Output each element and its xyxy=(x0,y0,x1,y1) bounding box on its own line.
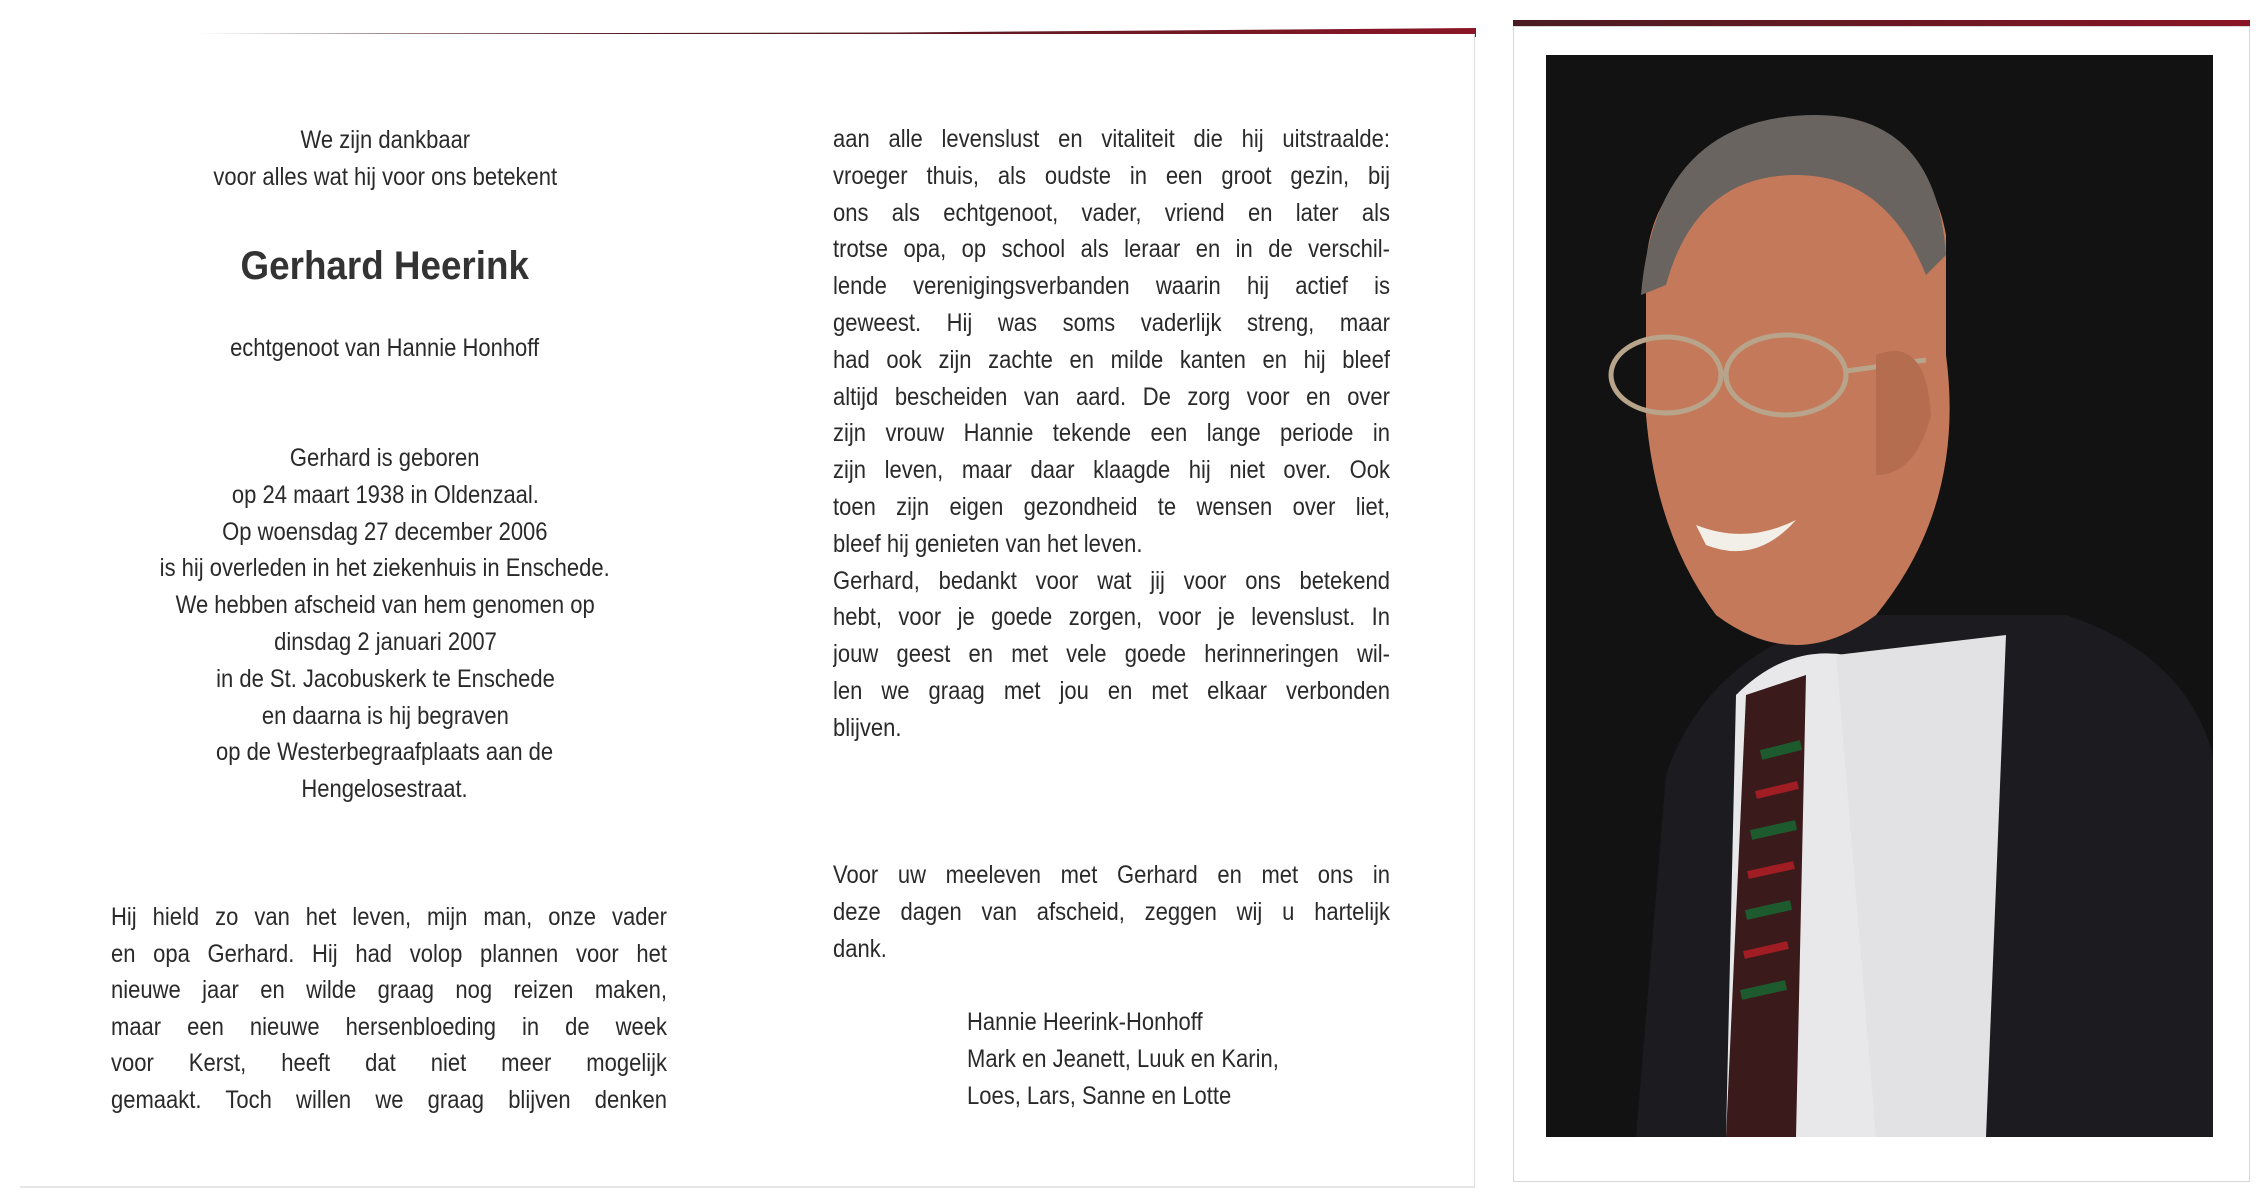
biography-line xyxy=(20,624,750,661)
right-paragraph-line-text: blijven. xyxy=(833,713,902,742)
right-paragraph-line xyxy=(833,673,1390,710)
right-paragraph-line xyxy=(833,231,1390,268)
right-paragraph-line xyxy=(833,268,1390,305)
biography-line-text: in de St. Jacobuskerk te Enschede xyxy=(215,664,555,693)
right-paragraph-line xyxy=(833,526,1390,563)
right-paragraph-line xyxy=(833,305,1390,342)
left-paragraph-line xyxy=(111,1045,667,1082)
left-paragraph-line-text: maar een nieuwe hersenbloeding in de week xyxy=(111,1012,667,1041)
left-paragraph-line xyxy=(111,1082,667,1119)
right-paragraph-line-text: altijd bescheiden van aard. De zorg voor en over xyxy=(833,382,1390,411)
right-paragraph-line xyxy=(833,452,1390,489)
thanks-line-text: deze dagen van afscheid, zeggen wij u hartelijk xyxy=(833,898,1390,926)
right-paragraph-line xyxy=(833,599,1390,636)
right-paragraph-line xyxy=(833,342,1390,379)
right-paragraph-line xyxy=(833,158,1390,195)
biography-line xyxy=(20,477,750,514)
left-paragraph-line xyxy=(111,936,667,973)
right-paragraph-line-text: geweest. Hij was soms vaderlijk streng, maar xyxy=(833,309,1390,337)
biography-line xyxy=(20,550,750,587)
left-paragraph-line-text: voor Kerst, heeft dat niet meer mogelijk xyxy=(111,1049,667,1078)
biography-line-text: We hebben afscheid van hem genomen op xyxy=(175,591,595,620)
signature-line-text: Hannie Heerink-Honhoff xyxy=(967,1008,1203,1036)
signature-line-text: Loes, Lars, Sanne en Lotte xyxy=(967,1082,1232,1110)
right-paragraph-line xyxy=(833,563,1390,600)
right-paragraph-line xyxy=(833,710,1390,747)
left-paragraph-line xyxy=(111,1009,667,1046)
right-paragraph-line xyxy=(833,121,1390,158)
portrait-photo xyxy=(1546,55,2213,1137)
right-paragraph-line-text: hebt, voor je goede zorgen, voor je levenslust. In xyxy=(833,603,1390,632)
right-paragraph-line-text: bleef hij genieten van het leven. xyxy=(833,529,1143,558)
biography-line-text: op 24 maart 1938 in Oldenzaal. xyxy=(231,480,539,509)
right-paragraph-line-text: lende verenigingsverbanden waarin hij actief is xyxy=(833,272,1390,301)
biography-line-text: is hij overleden in het ziekenhuis in Enschede. xyxy=(159,554,611,583)
thanks-line xyxy=(833,857,1390,894)
right-paragraph-line-text: toen zijn eigen gezondheid te wensen over liet, xyxy=(833,493,1390,521)
thanks-line-text: Voor uw meeleven met Gerhard en met ons in xyxy=(833,861,1390,889)
biography-line-text: dinsdag 2 januari 2007 xyxy=(273,628,497,656)
signature-line-text: Mark en Jeanett, Luuk en Karin, xyxy=(967,1045,1279,1073)
right-paragraph-line-text: zijn leven, maar daar klaagde hij niet over. Ook xyxy=(833,456,1390,485)
right-paragraph-line xyxy=(833,379,1390,416)
left-paragraph-line xyxy=(111,972,667,1009)
left-paragraph-line-text: Hij hield zo van het leven, mijn man, onze vader xyxy=(111,903,667,931)
biography-line xyxy=(20,734,750,771)
spouse-line xyxy=(20,330,750,367)
biography-line xyxy=(20,771,750,808)
spouse-line-text: echtgenoot van Hannie Honhoff xyxy=(230,334,540,362)
left-paragraph-line xyxy=(111,899,667,936)
biography-line-text: en daarna is hij begraven xyxy=(261,701,509,730)
signature-line xyxy=(967,1041,1367,1078)
biography-line xyxy=(20,661,750,698)
intro-line xyxy=(20,159,750,196)
right-paragraph-line xyxy=(833,415,1390,452)
right-paragraph-line-text: len we graag met jou en met elkaar verbonden xyxy=(833,677,1390,705)
left-paragraph-line-text: gemaakt. Toch willen we graag blijven denken xyxy=(111,1086,667,1114)
right-paragraph-line-text: ons als echtgenoot, vader, vriend en later als xyxy=(833,198,1390,227)
right-paragraph-line xyxy=(833,489,1390,526)
thanks-line-text: dank. xyxy=(833,935,887,963)
thanks-line xyxy=(833,931,1390,968)
right-paragraph-line-text: vroeger thuis, als oudste in een groot gezin, bij xyxy=(833,161,1390,190)
right-paragraph-line-text: Gerhard, bedankt voor wat jij voor ons betekend xyxy=(833,566,1390,595)
deceased-name xyxy=(20,241,750,291)
biography-line xyxy=(20,698,750,735)
right-paragraph-line-text: jouw geest en met vele goede herinneringen wil- xyxy=(833,640,1390,669)
biography-line-text: Op woensdag 27 december 2006 xyxy=(222,517,548,546)
left-paragraph-line-text: en opa Gerhard. Hij had volop plannen voor het xyxy=(111,939,667,968)
biography-line-text: op de Westerbegraafplaats aan de xyxy=(216,738,554,767)
biography-line-text: Hengelosestraat. xyxy=(301,775,469,804)
deceased-name-text: Gerhard Heerink xyxy=(240,244,530,288)
intro-line xyxy=(20,122,750,159)
right-paragraph-line xyxy=(833,636,1390,673)
intro-line-text: voor alles wat hij voor ons betekent xyxy=(213,163,557,191)
biography-line xyxy=(20,514,750,551)
right-paragraph-line-text: zijn vrouw Hannie tekende een lange periode in xyxy=(833,419,1390,448)
right-paragraph-line-text: aan alle levenslust en vitaliteit die hij uitstraalde: xyxy=(833,125,1390,153)
signature-line xyxy=(967,1078,1367,1115)
biography-line-text: Gerhard is geboren xyxy=(290,444,480,472)
right-paragraph-line-text: trotse opa, op school als leraar en in de verschil- xyxy=(833,235,1390,264)
thanks-line xyxy=(833,894,1390,931)
portrait-icon xyxy=(1546,55,2213,1137)
right-paragraph-line-text: had ook zijn zachte en milde kanten en hij bleef xyxy=(833,345,1390,374)
intro-line-text: We zijn dankbaar xyxy=(300,126,470,154)
biography-line xyxy=(20,587,750,624)
biography-line xyxy=(20,440,750,477)
left-paragraph-line-text: nieuwe jaar en wilde graag nog reizen maken, xyxy=(111,976,667,1005)
right-paragraph-line xyxy=(833,195,1390,232)
signature-line xyxy=(967,1004,1367,1041)
